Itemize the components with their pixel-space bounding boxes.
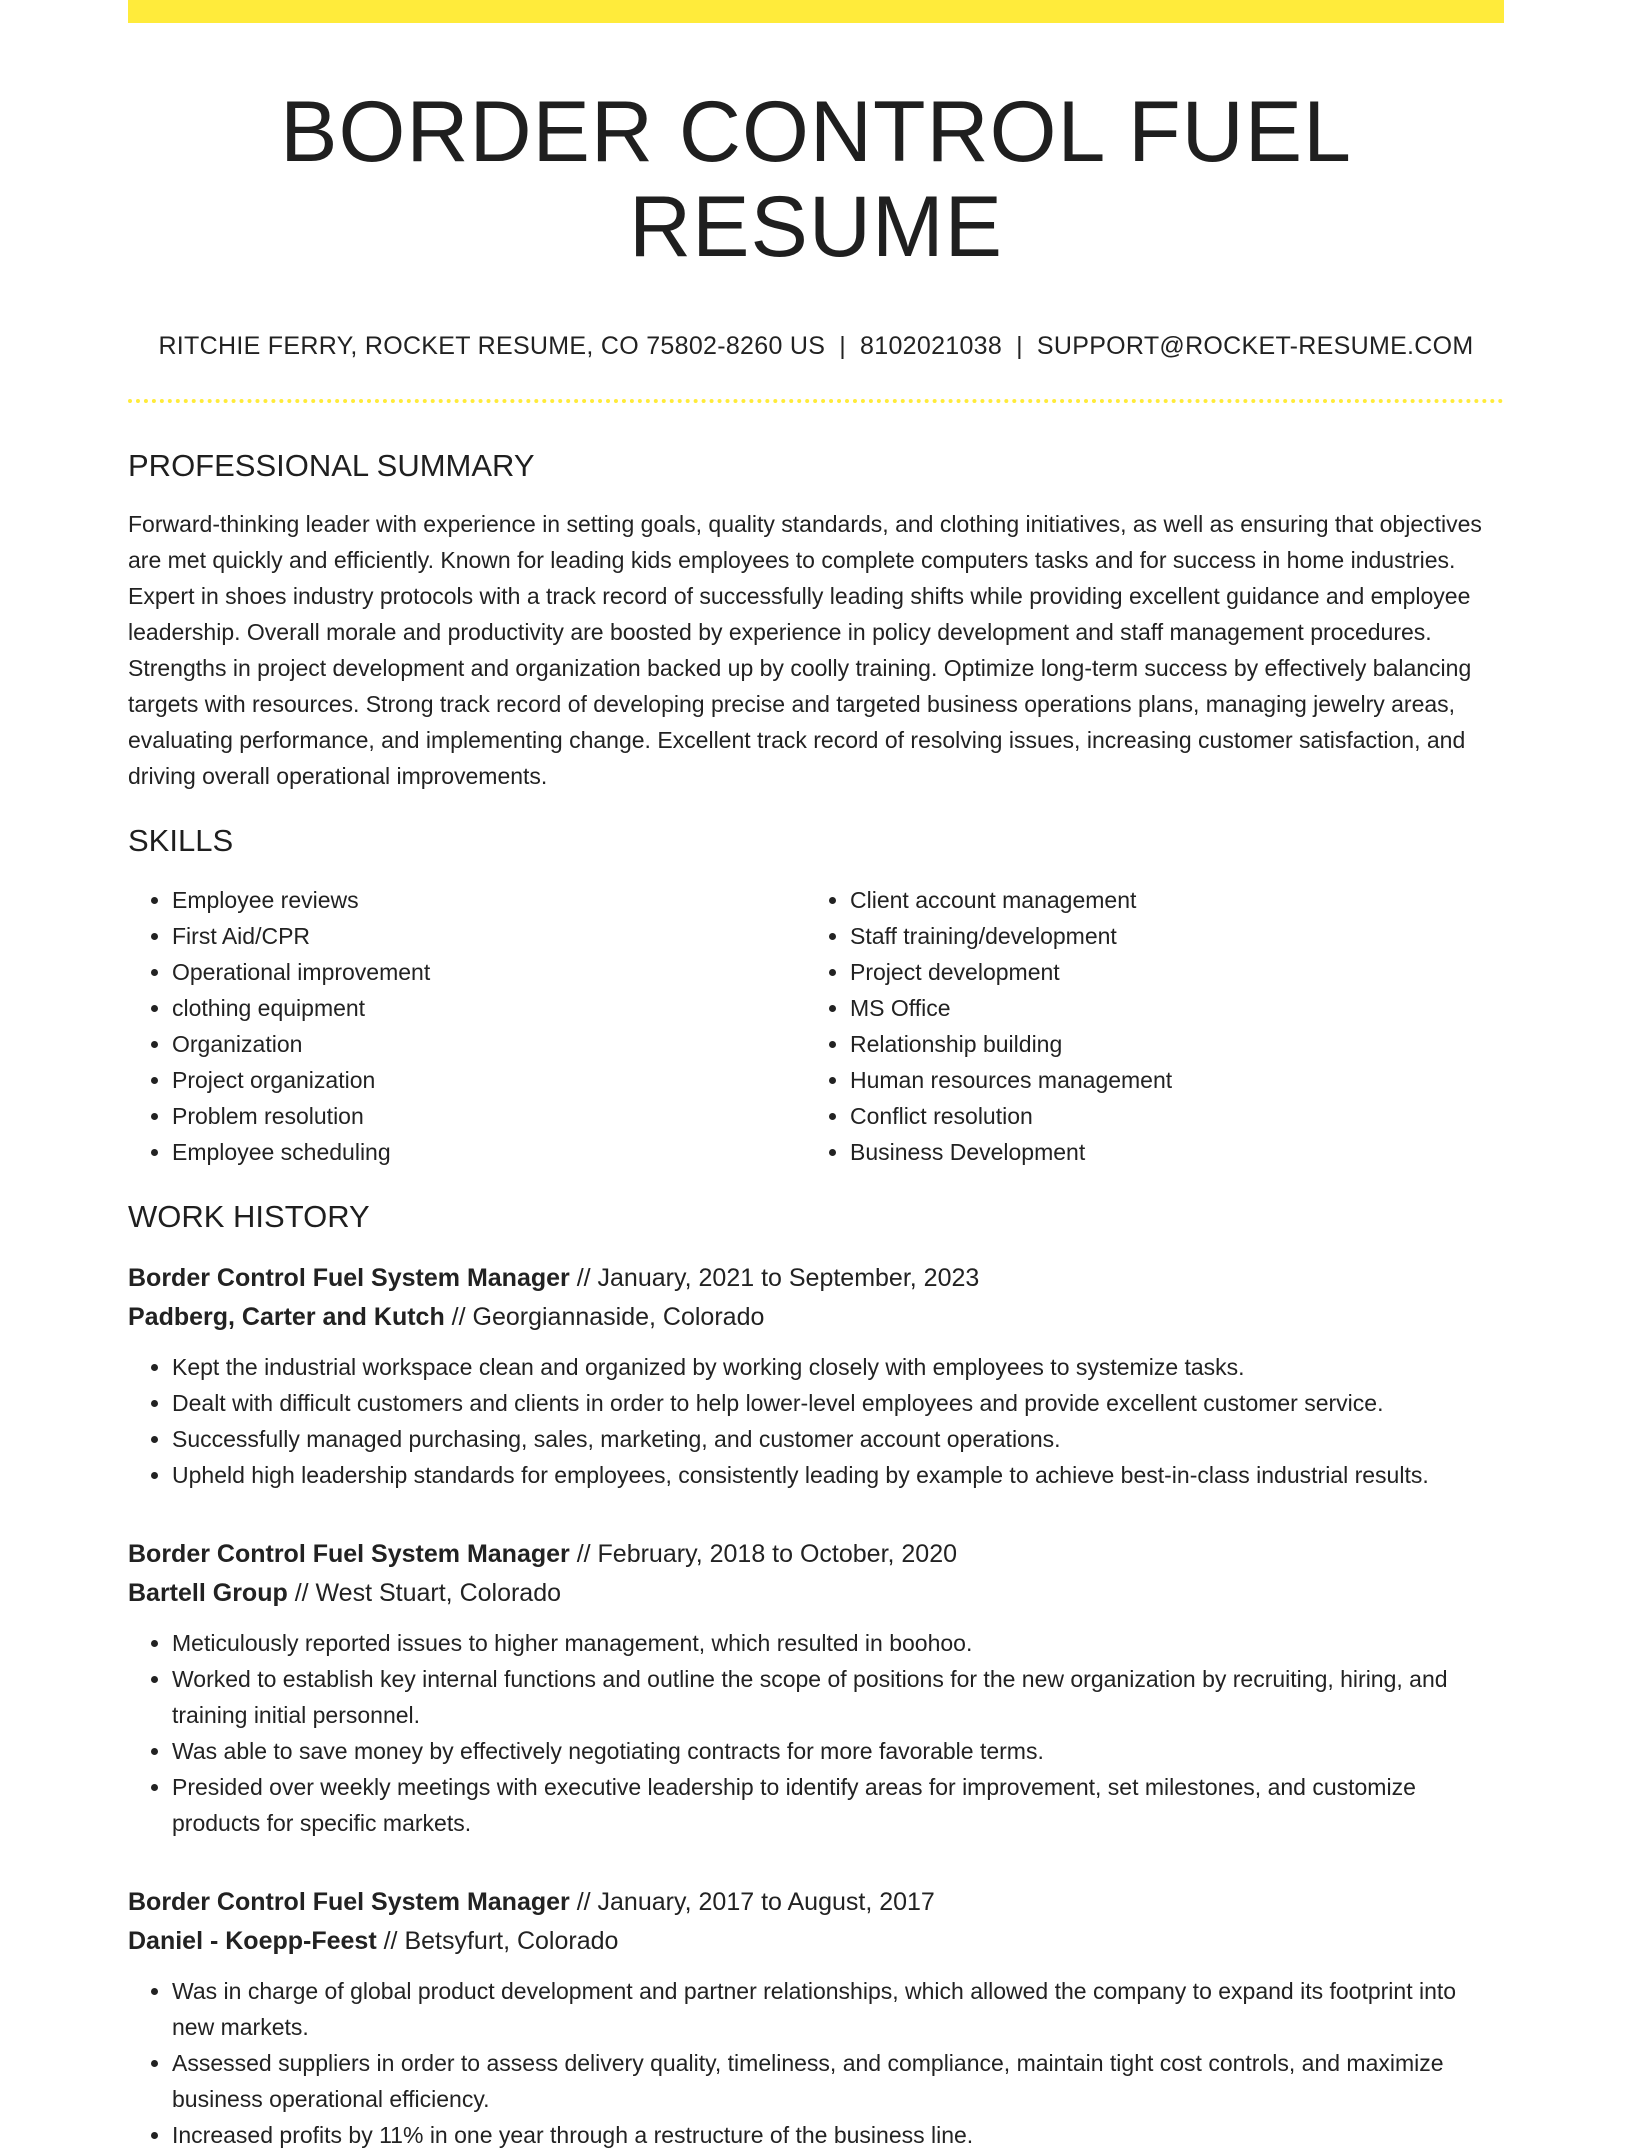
skills-heading: SKILLS xyxy=(128,823,234,859)
skill-item: • Organization xyxy=(172,1026,806,1062)
job-bullet: • Upheld high leadership standards for employees, consistently leading by example to achieve best-in-class industrial results. xyxy=(172,1457,1504,1493)
work-history-section xyxy=(128,1198,1504,2153)
job-bullet: • Assessed suppliers in order to assess delivery quality, timeliness, and compliance, maintain tight cost controls, and maximize business operational efficiency. xyxy=(172,2045,1504,2117)
job-company: Daniel - Koepp-Feest xyxy=(128,1926,377,1955)
skill-item: • Problem resolution xyxy=(172,1098,806,1134)
job-bullets xyxy=(128,1349,1504,1493)
job-entry xyxy=(128,1535,1504,1841)
job-bullets xyxy=(128,1973,1504,2153)
skill-item: • Conflict resolution xyxy=(850,1098,1484,1134)
job-entry xyxy=(128,1883,1504,2153)
job-title-line xyxy=(128,1883,1504,1922)
job-title-line xyxy=(128,1259,1504,1298)
job-bullet: • Presided over weekly meetings with executive leadership to identify areas for improvement, set milestones, and customize products for specific markets. xyxy=(172,1769,1504,1841)
skill-item: • Staff training/development xyxy=(850,918,1484,954)
job-title: Border Control Fuel System Manager xyxy=(128,1263,570,1292)
job-bullet: • Worked to establish key internal functions and outline the scope of positions for the new organization by recruiting, hiring, and training initial personnel. xyxy=(172,1661,1504,1733)
job-entry xyxy=(128,1259,1504,1493)
skill-item: • Employee reviews xyxy=(172,882,806,918)
skill-item: • Relationship building xyxy=(850,1026,1484,1062)
top-accent-bar xyxy=(128,0,1504,23)
skill-item: • Operational improvement xyxy=(172,954,806,990)
skills-grid xyxy=(128,882,1504,1170)
job-dates: // January, 2017 to August, 2017 xyxy=(569,1887,935,1916)
summary-heading: PROFESSIONAL SUMMARY xyxy=(128,448,535,484)
resume-page xyxy=(128,0,1504,2153)
job-location: // Betsyfurt, Colorado xyxy=(376,1926,619,1955)
job-location: // Georgiannaside, Colorado xyxy=(444,1302,765,1331)
job-location: // West Stuart, Colorado xyxy=(287,1578,562,1607)
job-title: Border Control Fuel System Manager xyxy=(128,1887,570,1916)
job-bullet: • Meticulously reported issues to higher management, which resulted in boohoo. xyxy=(172,1625,1504,1661)
job-dates: // January, 2021 to September, 2023 xyxy=(569,1263,980,1292)
contact-separator: | xyxy=(1016,332,1023,361)
summary-section xyxy=(128,447,1504,794)
job-company-line xyxy=(128,1298,1504,1337)
skills-right-list xyxy=(806,882,1484,1170)
job-bullet: • Dealt with difficult customers and clients in order to help lower-level employees and provide excellent customer service. xyxy=(172,1385,1504,1421)
job-bullet: • Was in charge of global product development and partner relationships, which allowed the company to expand its footprint into new markets. xyxy=(172,1973,1504,2045)
job-company-line xyxy=(128,1922,1504,1961)
skill-item: • MS Office xyxy=(850,990,1484,1026)
contact-line xyxy=(128,332,1504,361)
header-divider xyxy=(128,399,1504,403)
job-company-line xyxy=(128,1574,1504,1613)
job-dates: // February, 2018 to October, 2020 xyxy=(569,1539,958,1568)
skill-item: • Project development xyxy=(850,954,1484,990)
resume-title: BORDER CONTROL FUEL RESUME xyxy=(280,84,1352,275)
job-company: Bartell Group xyxy=(128,1578,288,1607)
contact-address: RITCHIE FERRY, ROCKET RESUME, CO 75802-8260 US xyxy=(158,332,826,361)
skill-item: • First Aid/CPR xyxy=(172,918,806,954)
job-bullet: • Kept the industrial workspace clean and organized by working closely with employees to systemize tasks. xyxy=(172,1349,1504,1385)
job-bullet: • Successfully managed purchasing, sales, marketing, and customer account operations. xyxy=(172,1421,1504,1457)
skill-item: • Business Development xyxy=(850,1134,1484,1170)
work-history-heading: WORK HISTORY xyxy=(128,1198,370,1234)
skill-item: • Employee scheduling xyxy=(172,1134,806,1170)
skills-section xyxy=(128,822,1504,1169)
skill-item: • Client account management xyxy=(850,882,1484,918)
summary-text: Forward-thinking leader with experience in setting goals, quality standards, and clothing initiatives, as well as ensuring that objectives are met quickly and efficiently. Known for leading kids employees to complete computers tasks and for success in home industries. Expert in shoes industry protocols with a track record of successfully leading shifts while providing excellent guidance and employee leadership. Overall morale and productivity are boosted by experience in policy development and staff management procedures. Strengths in project development and organization backed up by coolly training. Optimize long-term success by effectively balancing targets with resources. Strong track record of developing precise and targeted business operations plans, managing jewelry areas, evaluating performance, and implementing change. Excellent track record of resolving issues, increasing customer satisfaction, and driving overall operational improvements. xyxy=(128,511,1482,790)
skill-item: • Human resources management xyxy=(850,1062,1484,1098)
skill-item: • Project organization xyxy=(172,1062,806,1098)
job-bullet: • Increased profits by 11% in one year through a restructure of the business line. xyxy=(172,2117,1504,2153)
skills-left-list xyxy=(128,882,806,1170)
job-bullet: • Was able to save money by effectively negotiating contracts for more favorable terms. xyxy=(172,1733,1504,1769)
contact-phone: 8102021038 xyxy=(860,332,1003,361)
contact-separator: | xyxy=(839,332,847,361)
job-bullets xyxy=(128,1625,1504,1841)
job-title-line xyxy=(128,1535,1504,1574)
skill-item: • clothing equipment xyxy=(172,990,806,1026)
job-title: Border Control Fuel System Manager xyxy=(128,1539,570,1568)
contact-email: SUPPORT@ROCKET-RESUME.COM xyxy=(1036,332,1474,361)
job-company: Padberg, Carter and Kutch xyxy=(128,1302,445,1331)
